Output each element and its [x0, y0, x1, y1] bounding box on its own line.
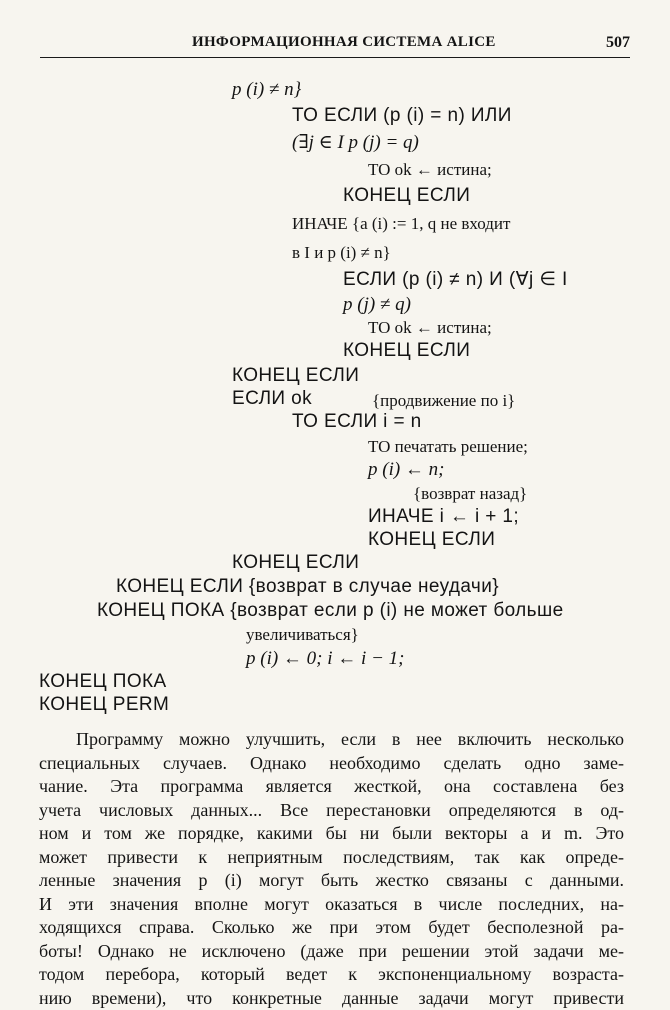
code-line: ТО ЕСЛИ i = n	[292, 410, 422, 434]
code-line: p (j) ≠ q)	[343, 293, 411, 317]
paragraph-line: нию времени), что конкретные данные задачи могут привести	[39, 987, 624, 1010]
code-comment: {продвижение по i}	[372, 389, 515, 413]
code-line: p (i) ← 0; i ← i − 1;	[246, 647, 404, 671]
page-number: 507	[606, 34, 630, 52]
code-line: ИНАЧЕ i ← i + 1;	[368, 505, 519, 529]
code-line: увеличиваться}	[246, 623, 359, 647]
code-line: КОНЕЦ PERM	[39, 693, 169, 717]
code-comment: {возврат назад}	[413, 482, 527, 506]
header-rule	[40, 57, 630, 58]
code-line: КОНЕЦ ПОКА	[39, 670, 167, 694]
header-title: ИНФОРМАЦИОННАЯ СИСТЕМА ALICE	[192, 34, 496, 51]
code-line: ТО печатать решение;	[368, 435, 528, 459]
code-line: КОНЕЦ ЕСЛИ	[343, 339, 470, 363]
code-line: КОНЕЦ ПОКА {возврат если p (i) не может больше	[97, 599, 564, 623]
paragraph-line: тодом перебора, который ведет к экспоненциальному возраста-	[39, 963, 624, 987]
code-line: p (i) ← n;	[368, 458, 445, 482]
code-line: (∃j ∈ I p (j) = q)	[292, 131, 419, 155]
code-line: ЕСЛИ ok	[232, 387, 312, 411]
paragraph-line: чание. Эта программа является жесткой, она составлена без	[39, 775, 624, 799]
code-line: ТО ok ← истина;	[368, 158, 492, 182]
paragraph-line: Программу можно улучшить, если в нее включить несколько	[39, 728, 624, 752]
paragraph-line: ленные значения p (i) могут быть жестко связаны с данными.	[39, 869, 624, 893]
paragraph-line: боты! Однако не исключено (даже при решении этой задачи ме-	[39, 940, 624, 964]
paragraph-line: специальных случаев. Однако необходимо сделать одно заме-	[39, 752, 624, 776]
code-line: ЕСЛИ (p (i) ≠ n) И (∀j ∈ I	[343, 268, 568, 292]
paragraph-line: учета числовых данных... Все перестановки определяются в од-	[39, 799, 624, 823]
code-line: КОНЕЦ ЕСЛИ	[232, 551, 359, 575]
code-line: p (i) ≠ n}	[232, 78, 301, 102]
code-line: ИНАЧЕ {a (i) := 1, q не входит	[292, 212, 510, 236]
paragraph-line: ном и том же порядке, какими бы ни были векторы a и m. Это	[39, 822, 624, 846]
body-paragraph	[39, 728, 624, 1010]
paragraph-line: И эти значения вполне могут оказаться в числе последних, на-	[39, 893, 624, 917]
code-line: КОНЕЦ ЕСЛИ	[232, 364, 359, 388]
code-line: КОНЕЦ ЕСЛИ {возврат в случае неудачи}	[116, 575, 499, 599]
running-header	[40, 34, 630, 56]
code-line: ТО ok ← истина;	[368, 316, 492, 340]
paragraph-line: может привести к неприятным последствиям, так как опреде-	[39, 846, 624, 870]
code-line: в I и p (i) ≠ n}	[292, 241, 391, 265]
code-line: КОНЕЦ ЕСЛИ	[343, 184, 470, 208]
code-line: ТО ЕСЛИ (p (i) = n) ИЛИ	[292, 104, 512, 128]
paragraph-line: ходящихся справа. Сколько же при этом будет бесполезной ра-	[39, 916, 624, 940]
code-line: КОНЕЦ ЕСЛИ	[368, 528, 495, 552]
